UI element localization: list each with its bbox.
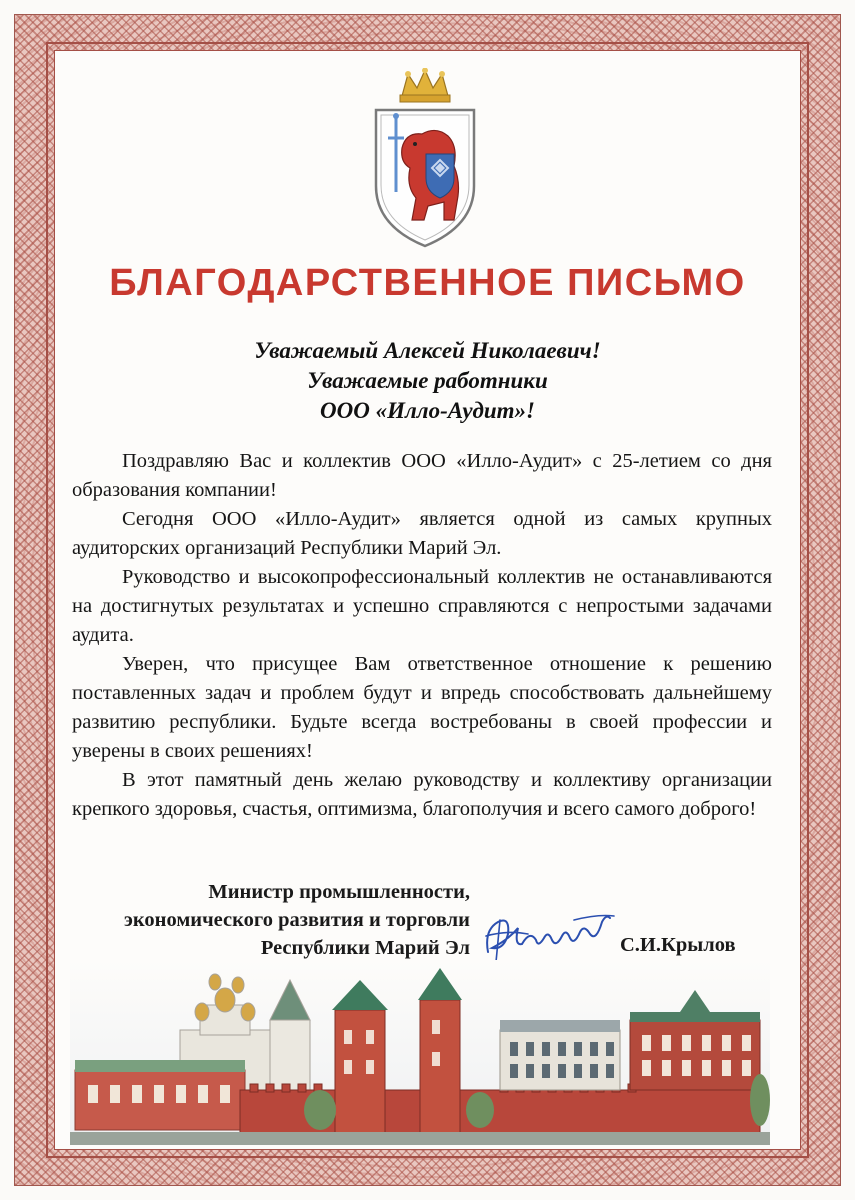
building-illustration <box>75 1060 245 1130</box>
letter-title: БЛАГОДАРСТВЕННОЕ ПИСЬМО <box>109 262 746 304</box>
greeting-line: Уважаемые работники <box>307 368 548 393</box>
crown-icon <box>400 68 450 102</box>
greeting-line: ООО «Илло-Аудит»! <box>320 398 535 423</box>
body-paragraph: Руководство и высокопрофессиональный коллектив не останавливаются на достигнутых результатах и успешно справляются с непростыми задачами аудита. <box>72 566 772 646</box>
yoshkar-ola-cityscape-illustration <box>70 960 770 1145</box>
signatory-name: С.И.Крылов <box>620 934 736 956</box>
letter-body <box>72 447 772 824</box>
position-line: Республики Марий Эл <box>260 937 470 959</box>
coat-of-arms-mari-el-icon <box>362 68 488 250</box>
greeting-line: Уважаемый Алексей Николаевич! <box>254 338 601 363</box>
body-paragraph: В этот памятный день желаю руководству и коллективу организации крепкого здоровья, счастья, оптимизма, благополучия и всего самого доброго! <box>72 769 772 820</box>
greeting <box>60 336 795 426</box>
body-paragraph: Уверен, что присущее Вам ответственное отношение к решению поставленных задач и проблем будут и впредь способствовать дальнейшему развитию республики. Будьте всегда востребованы в своей профессии и уверены в своих решениях! <box>72 653 772 762</box>
body-paragraph: Поздравляю Вас и коллектив ООО «Илло-Аудит» с 25-летием со дня образования компании! <box>72 450 772 501</box>
body-paragraph: Сегодня ООО «Илло-Аудит» является одной из самых крупных аудиторских организаций Республики Марий Эл. <box>72 508 772 559</box>
position-line: Министр промышленности, <box>208 881 470 903</box>
signatory-position <box>70 878 470 962</box>
position-line: экономического развития и торговли <box>124 909 470 931</box>
